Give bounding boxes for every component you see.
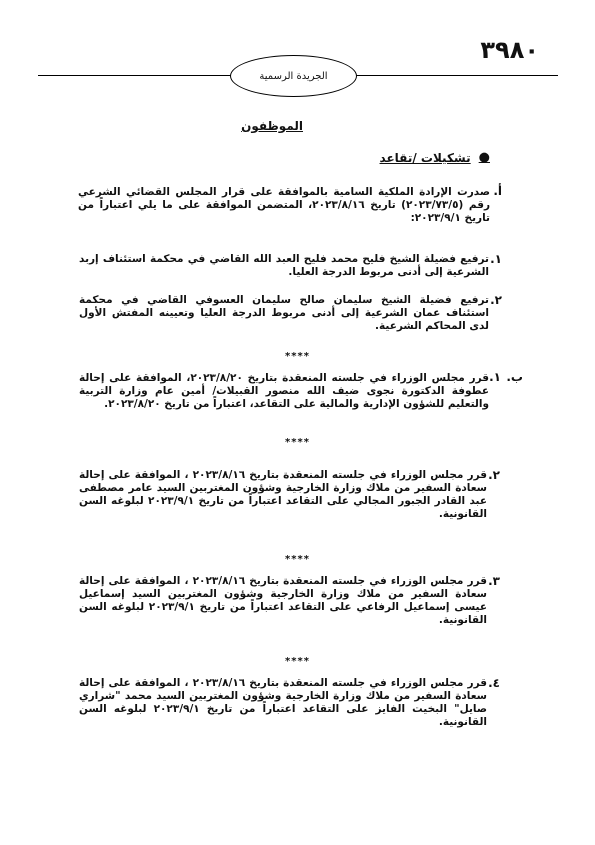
part-a-item-1-text: ترفيع فضيلة الشيخ فليح محمد فليح العبد الله القاضي في محكمة استئناف إربد الشرعية إلى أدنى مربوط الدرجة العليا. [79, 253, 489, 278]
part-b-item-3-marker: ٣. [488, 574, 500, 588]
part-b-item-2-marker: ٢. [488, 468, 500, 482]
part-a-marker: أ. [493, 184, 502, 198]
separator-stars: **** [285, 437, 310, 448]
part-b-item-1-text: قرر مجلس الوزراء في جلسته المنعقدة بتاريخ ٢٠٢٣/٨/٢٠، الموافقة على إحالة عطوفة الدكتورة نجوى ضيف الله منصور القبيلات/ أمين عام وزارة التربية والتعليم للشؤون الإدارية والمالية على التقاعد، اعتباراً من تاريخ ٢٠٢٣/٨/٢٠. [79, 372, 489, 410]
part-b-item-3-text: قرر مجلس الوزراء في جلسته المنعقدة بتاريخ ٢٠٢٣/٨/١٦ ، الموافقة على إحالة سعادة السفير من ملاك وزارة الخارجية وشؤون المغتربين السيد إسماعيل عيسى إسماعيل الرفاعي على التقاعد اعتباراً من تاريخ ٢٠٢٣/٩/١ لبلوغه السن القانونية. [79, 575, 487, 626]
part-b-item-4-marker: ٤. [488, 676, 500, 690]
separator-stars: **** [285, 351, 310, 362]
part-a-text: صدرت الإرادة الملكية السامية بالموافقة على قرار المجلس القضائي الشرعي رقم (٢٠٢٣/٧٣/٥) تاريخ ٢٠٢٣/٨/١٦، المتضمن الموافقة على ما يلي اعتباراً من تاريخ ٢٠٢٣/٩/١: [78, 186, 490, 224]
gazette-header-oval [230, 55, 357, 97]
part-a-item-2-text: ترفيع فضيلة الشيخ سليمان صالح سليمان العسوفي القاضي في محكمة استئناف عمان الشرعية إلى أدنى مربوط الدرجة العليا وتعيينه المفتش الأول لدى المحاكم الشرعية. [79, 294, 489, 332]
separator-stars: **** [285, 554, 310, 565]
part-a-item-2-marker: ٢. [490, 293, 502, 307]
subsection-title: تشكيلات /تقاعد [379, 150, 471, 165]
separator-stars: **** [285, 656, 310, 667]
part-b-item-1-marker: ١. [489, 370, 501, 384]
page-number: ٣٩٨٠ [480, 36, 539, 64]
bullet-icon: ● [478, 150, 490, 165]
part-a-item-1-marker: ١. [490, 252, 502, 266]
gazette-title: الجريدة الرسمية [259, 70, 328, 82]
section-title: الموظفون [241, 119, 303, 133]
part-b-marker: ب. [506, 370, 523, 384]
part-b-item-2-text: قرر مجلس الوزراء في جلسته المنعقدة بتاريخ ٢٠٢٣/٨/١٦ ، الموافقة على إحالة سعادة السفير من ملاك وزارة الخارجية وشؤون المغتربين السيد عامر مصطفى عبد القادر الجبور المجالي على التقاعد اعتباراً من تاريخ ٢٠٢٣/٩/١ لبلوغه السن القانونية. [79, 469, 488, 520]
subsection-heading [380, 150, 490, 165]
part-b-item-4-text: قرر مجلس الوزراء في جلسته المنعقدة بتاريخ ٢٠٢٣/٨/١٦ ، الموافقة على إحالة سعادة السفير من ملاك وزارة الخارجية وشؤون المغتربين السيد محمد "شراري صايل" البخيت الفايز على التقاعد اعتباراً من تاريخ ٢٠٢٣/٩/١ لبلوغه السن القانونية. [79, 677, 487, 728]
